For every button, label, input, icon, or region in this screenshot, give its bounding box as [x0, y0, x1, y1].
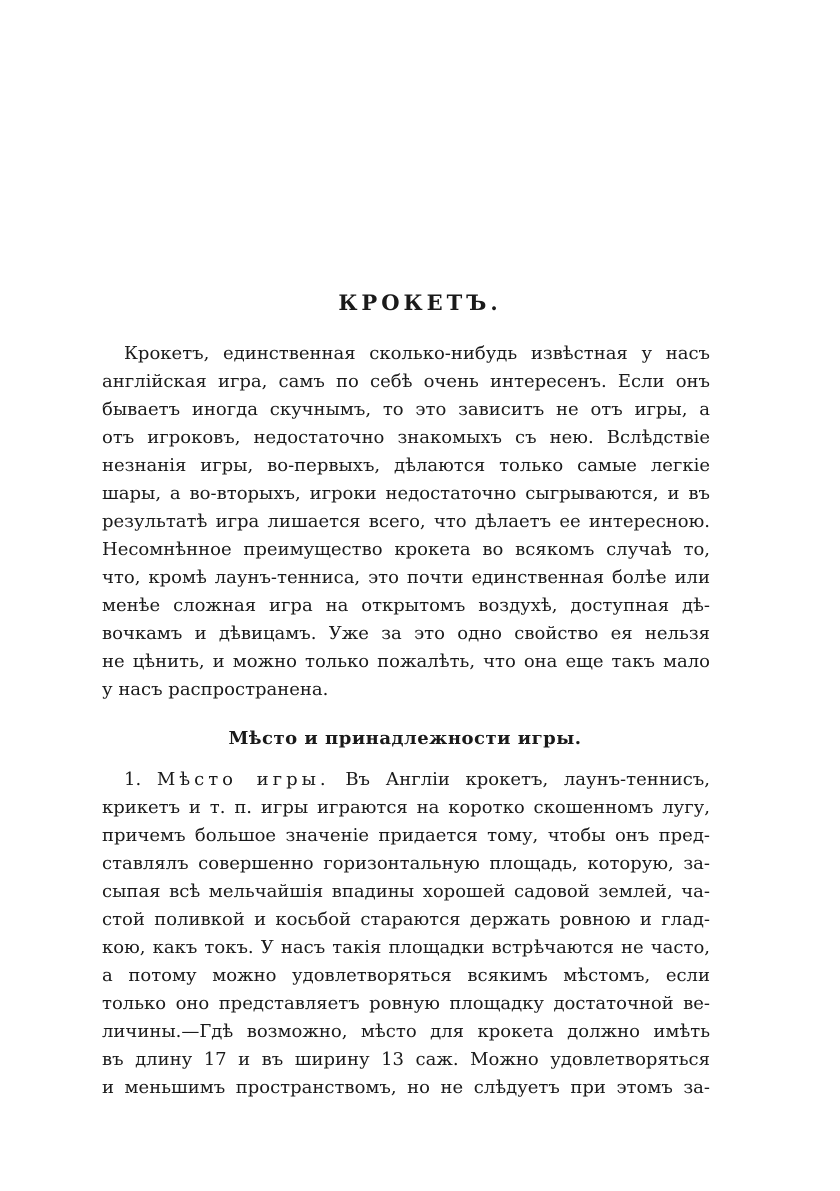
- text-line: только оно представляетъ ровную площадку достаточной ве-: [102, 993, 710, 1014]
- text-line: не цѣнить, и можно только пожалѣть, что она еще такъ мало: [102, 651, 710, 672]
- text-line: что, кромѣ лаунъ-тенниса, это почти единственная болѣе или: [102, 567, 710, 588]
- text-line: шары, а во-вторыхъ, игроки недостаточно сыгрываются, и въ: [102, 483, 710, 504]
- text-line: сыпая всѣ мельчайшія впадины хорошей садовой землей, ча-: [102, 881, 710, 902]
- text-line: кою, какъ токъ. У насъ такія площадки встрѣчаются не часто,: [102, 937, 710, 958]
- section-paragraph: [102, 766, 710, 1102]
- text-line: результатѣ игра лишается всего, что дѣлаетъ ее интересною.: [102, 511, 710, 532]
- text-line: бываетъ иногда скучнымъ, то это зависитъ не отъ игры, а: [102, 399, 710, 420]
- text-line: въ длину 17 и въ ширину 13 саж. Можно удовлетворяться: [102, 1049, 710, 1070]
- text-line: личины.—Гдѣ возможно, мѣсто для крокета должно имѣть: [102, 1021, 710, 1042]
- text-line: незнанія игры, во-первыхъ, дѣлаются только самые легкіе: [102, 455, 710, 476]
- text-line: Несомнѣнное преимущество крокета во всякомъ случаѣ то,: [102, 539, 710, 560]
- text-line: и меньшимъ пространствомъ, но не слѣдуетъ при этомъ за-: [102, 1077, 710, 1098]
- first-line-text: Въ Англіи крокетъ, лаунъ-теннисъ,: [345, 769, 710, 790]
- text-line: у насъ распространена.: [102, 679, 329, 700]
- intro-paragraph: [102, 340, 710, 704]
- text-line: а потому можно удовлетворяться всякимъ мѣстомъ, если: [102, 965, 710, 986]
- text-line: менѣе сложная игра на открытомъ воздухѣ, доступная дѣ-: [102, 595, 710, 616]
- text-line: стой поливкой и косьбой стараются держать ровною и глад-: [102, 909, 710, 930]
- section-subtitle: Мѣсто игры.: [156, 769, 330, 790]
- text-line: ставлялъ совершенно горизонтальную площадь, которую, за-: [102, 853, 710, 874]
- chapter-title: КРОКЕТЪ.: [338, 290, 502, 315]
- section-number: 1.: [124, 769, 142, 790]
- text-line: причемъ большое значеніе придается тому, чтобы онъ пред-: [102, 825, 710, 846]
- text-line: отъ игроковъ, недостаточно знакомыхъ съ нею. Вслѣдствіе: [102, 427, 710, 448]
- text-line: Крокетъ, единственная сколько-нибудь извѣстная у насъ: [124, 343, 710, 364]
- text-line: крикетъ и т. п. игры играются на коротко скошенномъ лугу,: [102, 797, 710, 818]
- text-line: англійская игра, самъ по себѣ очень интересенъ. Если онъ: [102, 371, 710, 392]
- text-line: [102, 766, 710, 794]
- section-heading: Мѣсто и принадлежности игры.: [228, 728, 582, 749]
- text-line: вочкамъ и дѣвицамъ. Уже за это одно свойство ея нельзя: [102, 623, 710, 644]
